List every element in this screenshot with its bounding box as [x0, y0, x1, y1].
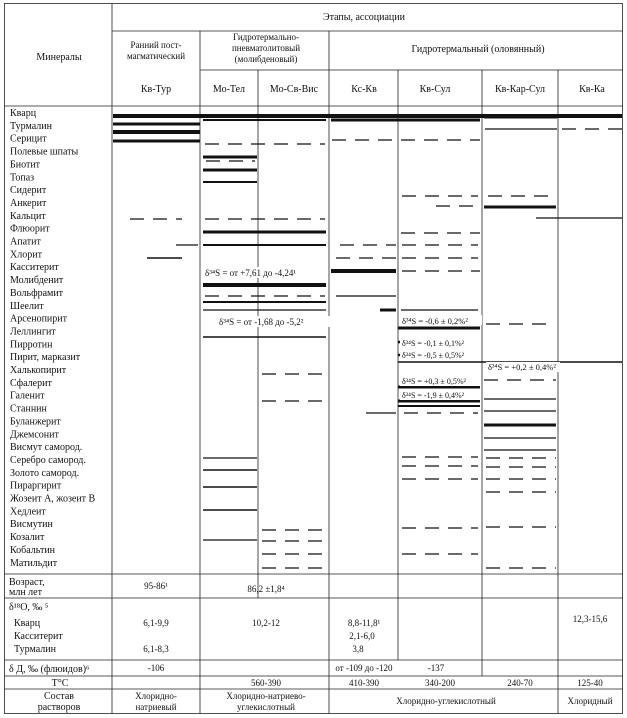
mineral-name: Серицит — [10, 133, 47, 145]
bottom-rows — [9, 577, 613, 713]
mineral-name: Кальцит — [10, 210, 46, 222]
mineral-name: Хлорит — [10, 249, 42, 261]
mineral-name: Арсенопирит — [10, 313, 67, 325]
dD-kvsul: -137 — [427, 663, 445, 673]
o18-kvtur-tourmaline: 6,1-8,3 — [143, 644, 169, 654]
mineral-name: Апатит — [10, 236, 41, 248]
table-grid — [5, 4, 623, 714]
col-kv-ka: Кв-Ка — [579, 84, 605, 95]
mineral-name: Пирротин — [10, 339, 53, 351]
mineral-name: Козалит — [10, 532, 45, 543]
temp-kvkarsul: 240-70 — [507, 678, 533, 688]
mineral-name: Жозеит А, жозеит В — [10, 493, 96, 505]
mineral-name: Золото самород. — [10, 467, 80, 479]
stage-pneum-line1: Гидротермально- — [232, 32, 300, 42]
mineral-name: Серебро самород. — [10, 454, 86, 466]
mineral-name: Джемсонит — [10, 429, 59, 441]
temp-kskv: 410-390 — [349, 678, 379, 688]
note-sul-3: δ³⁴S = -0,5 ± 0,5%² — [402, 351, 465, 360]
o18-cassiterite-label: Касситерит — [14, 631, 63, 642]
note-sul-1: δ³⁴S = -0,6 ± 0,2%² — [402, 316, 468, 326]
table-header — [36, 12, 605, 95]
mineral-name: Турмалин — [10, 120, 52, 132]
col-kv-tur: Кв-Тур — [140, 84, 172, 95]
stages-header: Этапы, ассоциации — [323, 12, 405, 23]
o18-kvtur-quartz: 6,1-9,9 — [143, 618, 169, 628]
temp-kvsul: 340-200 — [425, 678, 455, 688]
mineral-name: Молибденит — [10, 275, 64, 286]
stage-early-line2: магматический — [126, 51, 186, 61]
age-label-2: млн лет — [9, 587, 42, 598]
o18-kskv-tourmaline: 3,8 — [352, 644, 364, 654]
dD-kvtur: -106 — [147, 663, 165, 673]
mineral-name: Хедлеит — [10, 506, 46, 518]
mineral-name: Сфалерит — [10, 377, 52, 389]
mineral-name: Шеелит — [10, 300, 44, 312]
o18-kskv-quartz: 8,8-11,8¹ — [347, 618, 381, 628]
mineral-list — [10, 108, 96, 569]
table-border — [5, 4, 623, 714]
mineral-name: Флюорит — [10, 223, 50, 235]
col-kv-sul: Кв-Сул — [419, 84, 451, 95]
mineral-name: Станнин — [10, 403, 47, 415]
col-mo-sv-vis: Мо-Св-Вис — [269, 84, 319, 95]
age-label-1: Возраст, — [9, 577, 45, 588]
stage-pneum-line3: (молибденовый) — [234, 54, 298, 64]
note-sul-5: δ³⁴S = +0,3 ± 0,5%² — [402, 377, 466, 386]
note-sul-4: δ³⁴S = +0,2 ± 0,4%² — [488, 362, 556, 372]
mineral-name: Кобальтин — [10, 544, 56, 556]
mineral-name: Галенит — [10, 390, 45, 402]
mineral-name: Висмут самород. — [10, 442, 83, 454]
col-ks-kv: Кс-Кв — [351, 84, 377, 95]
o18-mo-quartz: 10,2-12 — [252, 618, 280, 628]
temp-mo: 560-390 — [251, 678, 281, 688]
minerals-header: Минералы — [36, 52, 82, 63]
stage-tin: Гидротермальный (оловянный) — [411, 44, 545, 55]
mineral-name: Леллингит — [10, 326, 56, 338]
mineral-name: Сидерит — [10, 185, 47, 197]
solution-kvtur-2: натриевый — [135, 702, 177, 712]
mineral-name: Топаз — [10, 172, 35, 184]
col-kv-kar-sul: Кв-Кар-Сул — [495, 84, 545, 95]
mineral-name: Полевые шпаты — [10, 146, 79, 158]
stage-pneum-line2: пневматолитовый — [231, 43, 301, 53]
o18-kvka-quartz: 12,3-15,6 — [572, 614, 608, 624]
solution-mo-2: углекислотный — [237, 702, 295, 712]
mineral-name: Матильдит — [10, 557, 58, 569]
note-sul-6: δ³⁴S = -1,9 ± 0,4%² — [402, 391, 465, 400]
temp-label: T°C — [51, 678, 69, 689]
note-mo-sulfur-a: δ³⁴S = от +7,61 до -4,24¹ — [205, 268, 297, 278]
mineral-name: Кварц — [10, 108, 37, 119]
mineral-name: Висмутин — [10, 519, 53, 531]
stage-early-line1: Ранний пост- — [130, 40, 182, 50]
solution-tin: Хлоридно-углекислотный — [396, 696, 496, 706]
solution-kvka: Хлоридный — [567, 696, 613, 706]
mineral-name: Биотит — [10, 159, 41, 171]
mineral-name: Пирит, марказит — [10, 352, 81, 364]
occurrence-bars — [113, 116, 622, 568]
col-mo-tel: Мо-Тел — [212, 84, 246, 95]
note-mo-sulfur-b: δ³⁴S = от -1,68 до -5,2² — [219, 317, 304, 327]
mineral-name: Анкерит — [10, 197, 47, 209]
o18-tourmaline-label: Турмалин — [14, 644, 56, 655]
mineral-name: Пираргирит — [10, 480, 62, 492]
mineral-name: Вольфрамит — [10, 287, 64, 299]
o18-quartz-label: Кварц — [14, 618, 41, 629]
dD-kskv: от -109 до -120 — [335, 663, 393, 673]
mineral-name: Касситерит — [10, 262, 59, 274]
solution-mo-1: Хлоридно-натриево- — [226, 691, 306, 701]
age-kv-tur: 95-86¹ — [144, 581, 168, 591]
mineral-name: Халькопирит — [10, 365, 67, 376]
solution-label-2: растворов — [37, 702, 81, 713]
mineral-name: Буланжерит — [10, 416, 61, 428]
note-sul-2: δ³⁴S = -0,1 ± 0,1%² — [402, 339, 465, 348]
solution-kvtur-1: Хлоридно- — [135, 691, 177, 701]
o18-kskv-cassiterite: 2,1-6,0 — [349, 631, 375, 641]
age-mo: 86,2 ±1,8⁴ — [247, 584, 285, 594]
o18-label: δ¹⁸O, ‰ ⁵ — [9, 602, 49, 613]
dD-label: δ Д, ‰ (флюидов)⁶ — [9, 664, 90, 675]
solution-label-1: Состав — [43, 691, 75, 702]
temp-kvka: 125-40 — [577, 678, 603, 688]
